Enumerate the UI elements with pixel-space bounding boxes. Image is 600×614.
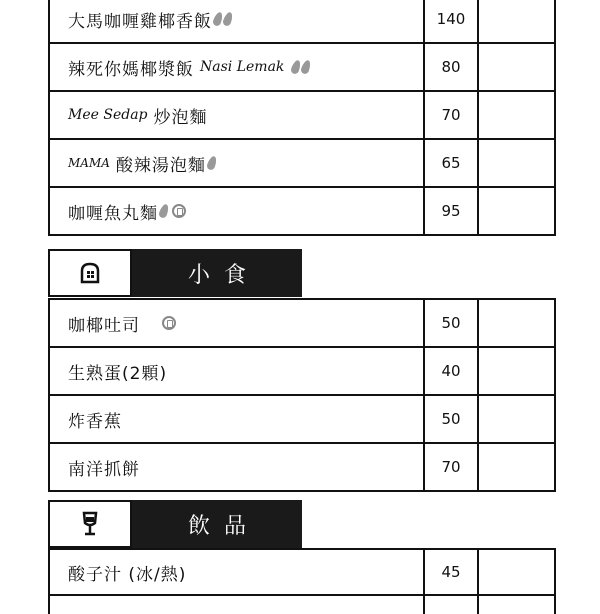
order-cell — [479, 188, 554, 234]
item-price: 70 — [425, 92, 479, 138]
section-title: 小食 — [132, 249, 302, 297]
item-name: 炒泡麵 — [153, 107, 208, 128]
menu-row — [48, 396, 556, 444]
order-cell — [479, 300, 554, 346]
menu-row — [48, 188, 556, 236]
item-name: 炸香蕉 — [68, 411, 122, 432]
order-cell — [479, 396, 554, 442]
glass-icon — [78, 511, 102, 537]
item-price: 80 — [425, 44, 479, 90]
item-latin-name: Nasi Lemak — [200, 59, 285, 75]
menu-row — [48, 594, 556, 614]
item-name: 酸辣湯泡麵 — [115, 155, 206, 176]
item-name: 大馬咖喱雞椰香飯 — [68, 11, 212, 32]
order-cell — [479, 44, 554, 90]
item-name: 生熟蛋(2顆) — [68, 363, 168, 384]
order-cell — [479, 550, 554, 594]
order-cell — [479, 444, 554, 490]
item-latin-name: MAMA — [68, 156, 110, 170]
thumbs-up-icon — [162, 316, 176, 330]
item-price: 40 — [425, 348, 479, 394]
item-price: 65 — [425, 140, 479, 186]
chili-icon — [300, 59, 312, 75]
item-price: 70 — [425, 444, 479, 490]
order-cell — [479, 140, 554, 186]
item-price: 95 — [425, 188, 479, 234]
section-header — [48, 249, 302, 297]
thumbs-up-icon — [172, 204, 186, 218]
chili-icon — [206, 155, 218, 171]
section-header — [48, 500, 302, 548]
menu-row — [48, 44, 556, 92]
item-latin-name: Mee Sedap — [68, 107, 148, 123]
item-name: 咖喱魚丸麵 — [68, 203, 158, 224]
item-price: 45 — [425, 550, 479, 594]
menu-row — [48, 548, 556, 596]
order-cell — [479, 348, 554, 394]
item-name: 南洋抓餅 — [68, 459, 140, 480]
order-cell — [479, 0, 554, 42]
item-name: 酸子汁 (冰/熱) — [68, 564, 187, 585]
order-cell — [479, 92, 554, 138]
order-cell — [479, 596, 554, 614]
menu-row — [48, 348, 556, 396]
chili-icon — [158, 203, 170, 219]
item-price: 50 — [425, 300, 479, 346]
menu-row — [48, 298, 556, 348]
toast-icon — [78, 261, 102, 285]
section-title: 飲品 — [132, 500, 302, 548]
menu-row — [48, 444, 556, 492]
chili-icon — [222, 11, 234, 27]
menu-row — [48, 140, 556, 188]
menu-row — [48, 92, 556, 140]
item-name: 辣死你媽椰漿飯 — [68, 59, 194, 80]
item-price: 50 — [425, 396, 479, 442]
item-price: 140 — [425, 0, 479, 42]
item-name: 咖椰吐司 — [68, 315, 140, 336]
menu-row — [48, 0, 556, 44]
chili-icon — [212, 11, 224, 27]
